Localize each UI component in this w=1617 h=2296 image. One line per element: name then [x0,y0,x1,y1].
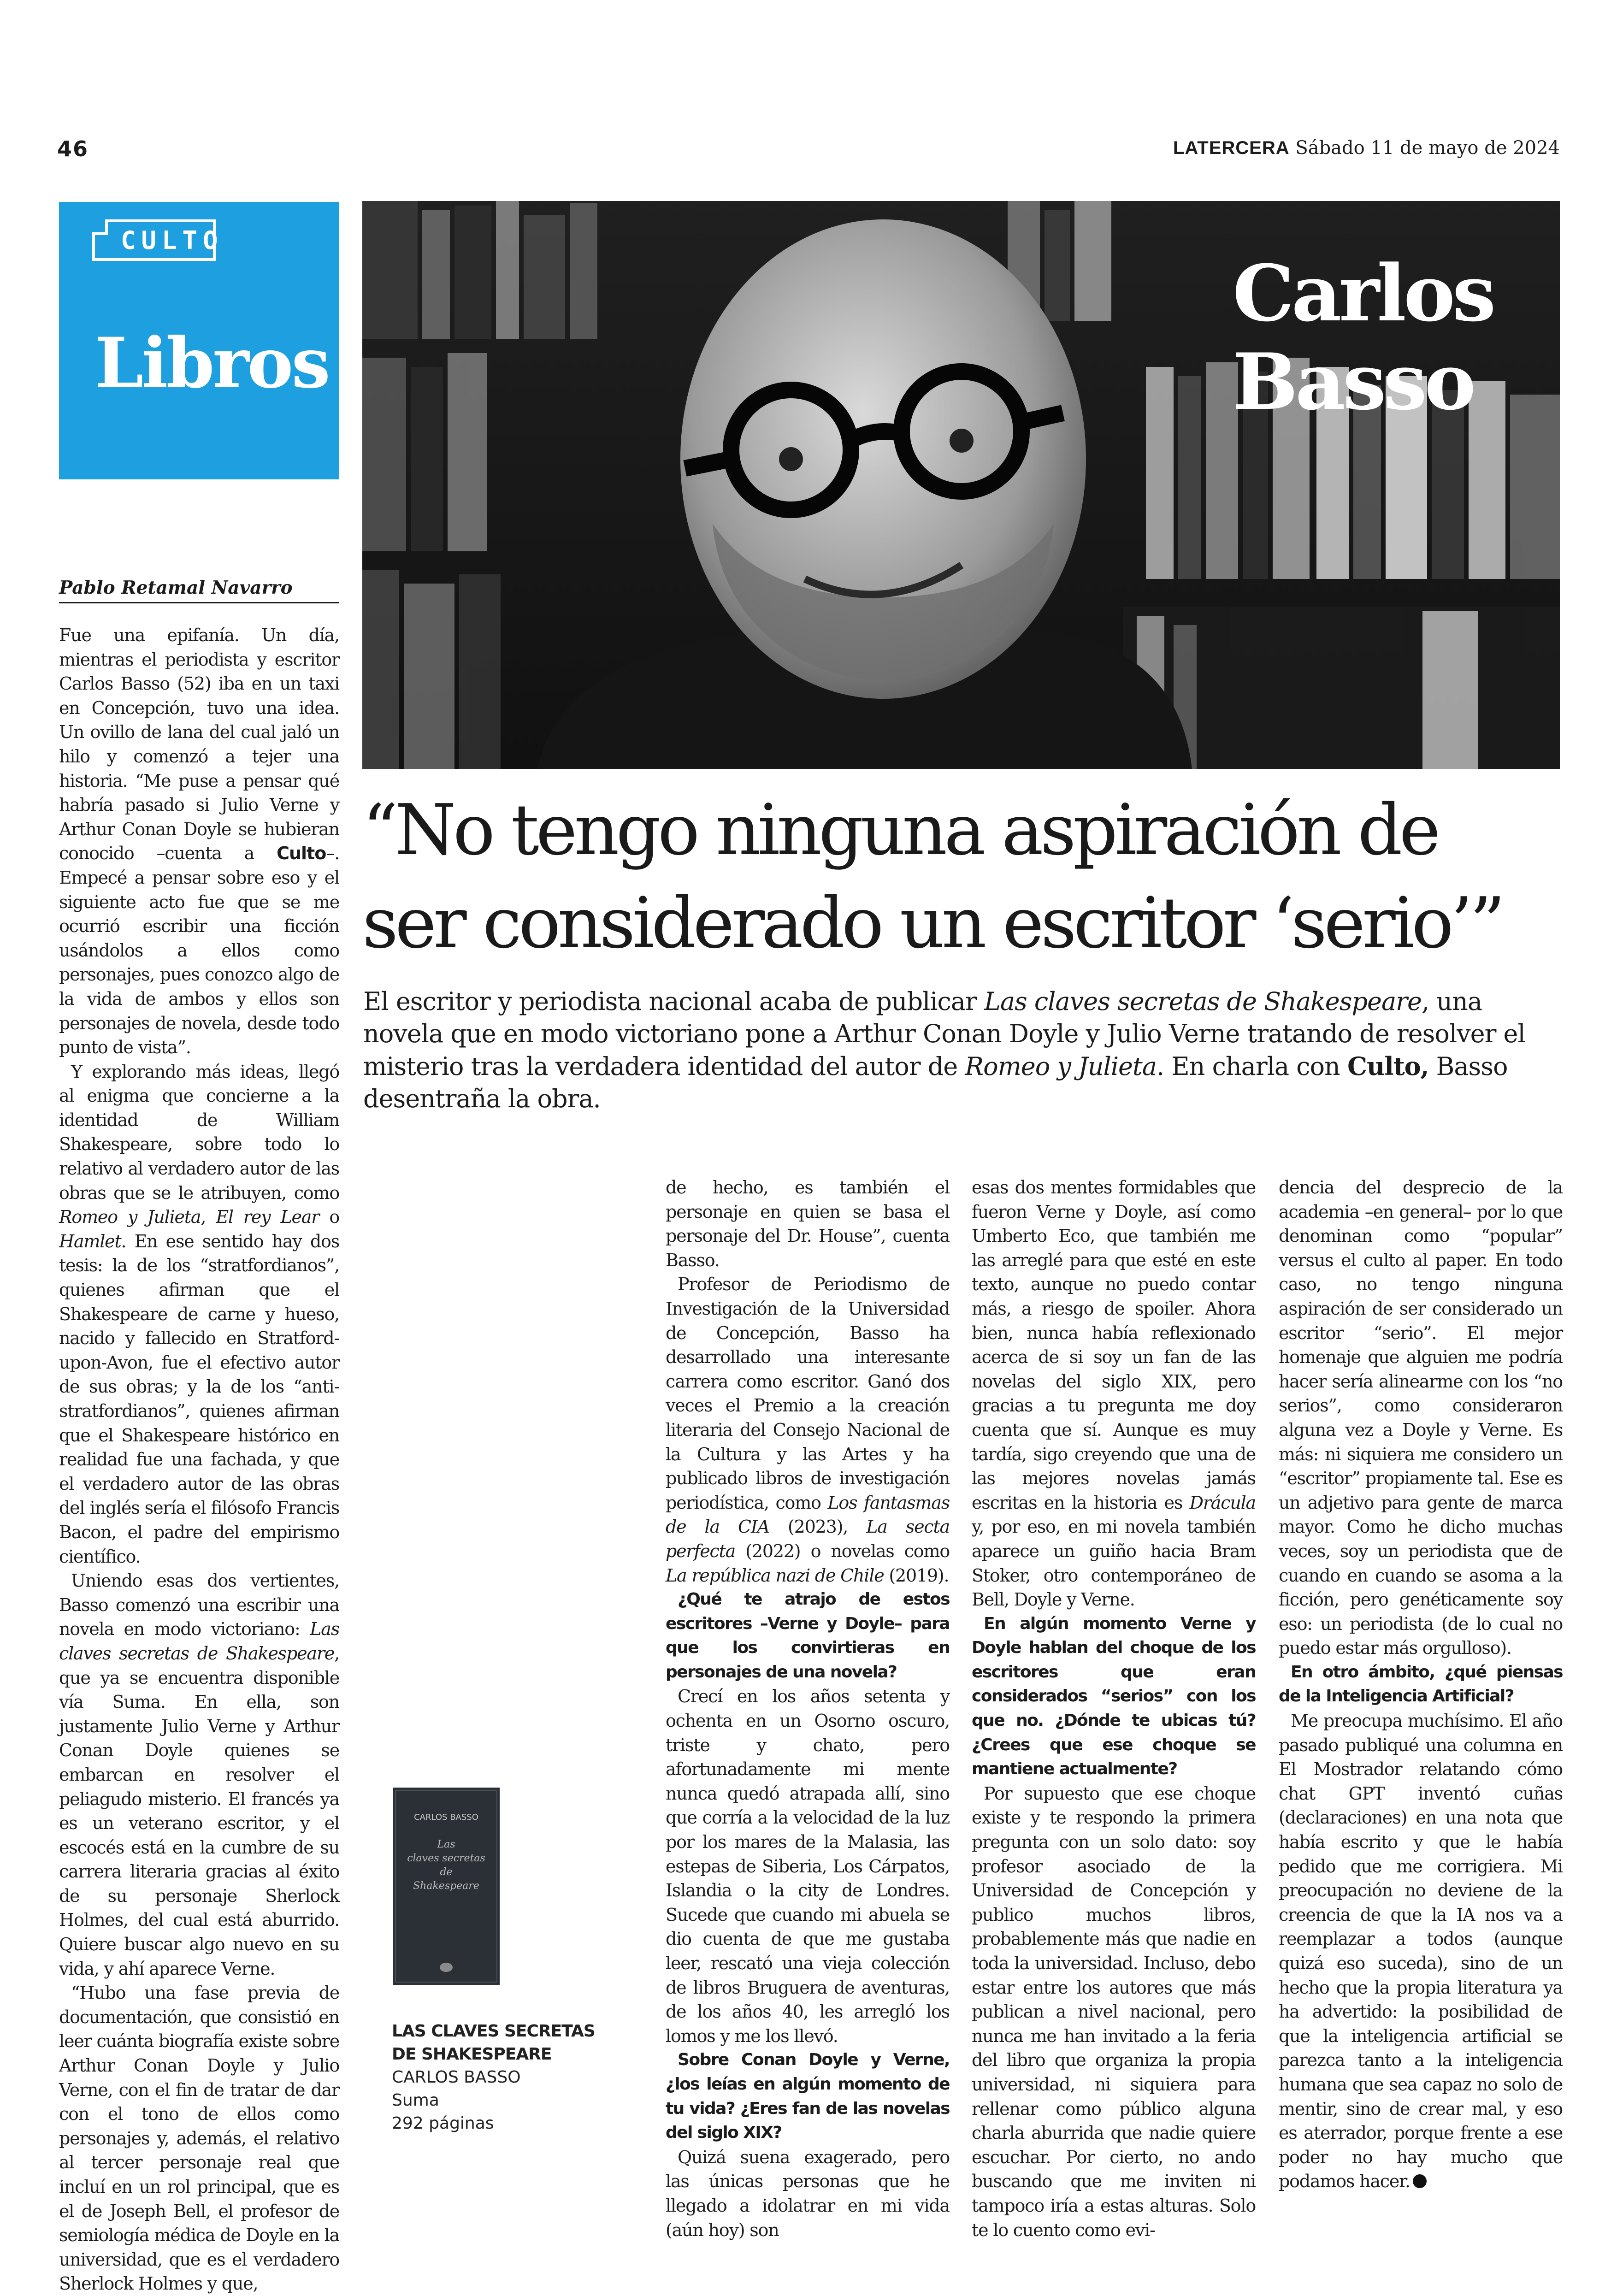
book-info [392,2020,650,2135]
article-column-4 [1279,1175,1563,2194]
culto-mention: Culto [277,843,326,864]
text-run: , [201,1207,216,1228]
headline-line-2: ser considerado un escritor ‘serio’” [362,882,1502,964]
text-run: Profesor de Periodismo de Investigación de la Universidad de Concepción, Basso ha desarrollado una interesante carrera como escritor. Ganó dos veces el Premio a la creación literaria del Consejo Nacional de la Cultura y las Artes y ha publicado libros de investigación periodística, como [666,1274,950,1513]
publication-name: LATERCERA [1173,138,1290,158]
culto-badge [92,219,224,261]
work-title: El rey Lear [216,1207,319,1228]
article-column-1 [59,623,339,2296]
article-column-3 [972,1175,1256,2242]
text-run: . En ese sentido hay dos tesis: la de los “stratfordianos”, quienes afirman que el Shakespeare de carne y hueso, nacido y fallecido en Stratford-upon-Avon, fue el efectivo autor de sus obras; y la de los “anti-stratfordianos”, quienes afirman que el Shakespeare histórico en realidad fue una fachada, y que el verdadero autor de las obras del inglés sería el filósofo Francis Bacon, el padre del empirismo científico. [59,1231,339,1567]
paragraph: de hecho, es también el personaje en quien se basa el personaje del Dr. House”, cuenta Basso. [666,1177,950,1270]
paragraph: “Hubo una fase previa de documentación, que consistió en leer cuánta biografía existe sobre Arthur Conan Doyle y Julio Verne, con el fin de tratar de dar con el tono de ellos como personajes y, además, el relativo al tercer personaje real que incluí en un rol principal, que es el de Joseph Bell, el profesor de semiología médica de Doyle en la universidad, que es el verdadero Sherlock Holmes y que, [59,1983,339,2294]
paragraph [59,623,339,1060]
culto-label: CULTO [121,226,224,255]
text-run: Fue una epifanía. Un día, mientras el periodista y escritor Carlos Basso (52) iba en un taxi en Concepción, tuvo una idea. Un ovillo de lana del cual jaló un hilo y comenzó a tejer una historia. “Me puse a pensar qué habría pasado si Julio Verne y Arthur Conan Doyle se hubieran conocido –cuenta a [59,625,339,864]
subject-first-name: Carlos [1233,248,1493,339]
deck-part-2: , una novela que en modo victoriano pone a Arthur Conan Doyle y Julio Verne tratando de resolver el misterio tras la verdadera identidad del autor de [363,987,1525,1081]
text-run: –. Empecé a pensar sobre eso y el siguiente acto fue que se me ocurrió escribir una ficción usándolos a ellos como personajes, pues conozco algo de la vida de ambos y ellos son personajes de novela, desde todo punto de vista”. [59,843,339,1058]
photo-subject-name [1233,249,1493,426]
work-title: La secta perfecta [666,1517,950,1561]
deck-part-3: . En charla con [1156,1052,1347,1081]
deck [363,986,1562,1115]
deck-part-1: El escritor y periodista nacional acaba de publicar [363,987,984,1016]
text-run: Me preocupa muchísimo. El año pasado publiqué una columna en El Mostrador relatando cómo chat GPT inventó cuñas (declaraciones) en una nota que había escrito y que le había pedido que me corrigiera. Mi preocupación no deviene de la creencia de que la IA nos va a reemplazar a todos (aunque quizá eso suceda), sino de un hecho que la propia literatura ya ha advertido: la posibilidad de que la inteligencia artificial se parezca tanto a la inteligencia humana que sea capaz no solo de mentir, sino de crear mal, y eso es aterrador, porque frente a ese poder no hay mucho que podamos hacer. [1279,1711,1563,2192]
deck-play-title: Romeo y Julieta [965,1052,1157,1081]
interview-answer: dencia del desprecio de la academia –en general– por lo que denominan como “popular” versus el culto al paper. En todo caso, no tengo ninguna aspiración de ser considerado un escritor “serio”. El mejor homenaje que alguien me podría hacer sería alinearme con los “no serios”, como consideraron alguna vez a Doyle y Verne. Es más: ni siquiera me considero un “escritor” propiamente tal. Ese es un adjetivo para gente de marca mayor. Como he dicho muchas veces, soy un periodista que de cuando en cuando se asoma a la ficción, pero genéticamente soy eso: un periodista (de lo cual no puedo estar más orgulloso). [1279,1177,1563,1659]
work-title: Hamlet [59,1231,121,1251]
paragraph [59,1060,339,1569]
headline-line-1: “No tengo ninguna aspiración de [362,789,1438,871]
book-pages: 292 páginas [392,2114,494,2133]
interview-question: Sobre Conan Doyle y Verne, ¿los leías en algún momento de tu vida? ¿Eres fan de las novelas del siglo XIX? [666,2050,950,2143]
publisher-logo-icon [440,1963,453,1972]
subject-last-name: Basso [1233,336,1474,427]
book-cover [393,1788,500,1985]
text-run: y, por eso, en mi novela también aparece un guiño hacia Bram Stoker, otro contemporáneo de Bell, Doyle y Verne. [972,1517,1256,1610]
interview-answer [972,1175,1256,1612]
text-run: , que ya se encuentra disponible vía Suma. En ella, son justamente Julio Verne y Arthur Conan Doyle quienes se embarcan en resolver el peliagudo misterio. El francés ya es un veterano escritor, y el escocés está en la cumbre de su carrera literaria gracias al éxito de su personaje Sherlock Holmes, del cual está aburrido. Quiere buscar algo nuevo en su vida, y ahí aparece Verne. [59,1643,339,1979]
interview-answer [1279,1709,1563,2194]
book-author: CARLOS BASSO [392,2068,521,2087]
cover-title-2: claves secretas [407,1853,485,1864]
interview-question: En algún momento Verne y Doyle hablan del choque de los escritores que eran considerados “serios” con los que no. ¿Dónde te ubicas tú? ¿Crees que ese choque se mantiene actualmente? [972,1614,1256,1779]
work-title: Las claves secretas de Shakespeare [59,1619,339,1664]
work-title: Los fantasmas de la CIA [666,1492,950,1537]
text-run: esas dos mentes formidables que fueron Verne y Doyle, así como Umberto Eco, que también me las arreglé para que esté en este texto, aunque no puedo contar más, a riesgo de spoiler. Ahora bien, nunca había reflexionado acerca de si soy un fan de las novelas del siglo XIX, pero gracias a tu pregunta me doy cuenta que sí. Aunque es muy tardía, sigo creyendo que una de las mejores novelas jamás escritas en la historia es [972,1177,1256,1513]
book-cover-illustration [393,1788,500,1985]
deck-culto: Culto, [1347,1051,1429,1081]
cover-title-4: Shakespeare [413,1880,479,1892]
book-title-line-2: DE SHAKESPEARE [392,2045,552,2064]
work-title: Drácula [1189,1492,1256,1513]
interview-question: ¿Qué te atrajo de estos escritores –Verne y Doyle– para que los convirtieras en personajes de una novela? [666,1590,950,1682]
text-run: (2019). [884,1565,949,1586]
work-title: Romeo y Julieta [59,1207,201,1228]
deck-book-title: Las claves secretas de Shakespeare [984,987,1422,1016]
text-run: (2022) o novelas como [735,1541,950,1561]
book-publisher: Suma [392,2091,439,2110]
end-of-article-icon [1413,2174,1427,2188]
masthead [1173,137,1560,159]
text-run: o [319,1207,339,1228]
cover-title-3: de [440,1866,453,1878]
article-column-2 [666,1175,950,2242]
cover-title-1: Las [437,1839,455,1850]
publication-date: Sábado 11 de mayo de 2024 [1295,137,1560,159]
text-run: Y explorando más ideas, llegó al enigma que concierne a la identidad de William Shakespeare, sobre todo lo relativo al verdadero autor de las obras que se le atribuyen, como [59,1061,339,1203]
book-title-line-1: LAS CLAVES SECRETAS [392,2022,595,2041]
byline: Pablo Retamal Navarro [59,577,339,603]
interview-answer: Quizá suena exagerado, pero las únicas personas que he llegado a idolatrar en mi vida (aún hoy) son [666,2147,950,2240]
section-title: Libros [95,323,329,404]
paragraph [59,1569,339,1981]
deck-part-4: Basso desentraña la obra. [363,1052,1508,1113]
text-run: (2023), [769,1517,867,1537]
badge-notch [92,219,108,235]
page-number: 46 [57,136,89,161]
section-box [59,202,339,479]
text-run: Uniendo esas dos vertientes, Basso comenzó una escribir una novela en modo victoriano: [59,1570,339,1640]
headline [362,784,1570,970]
cover-author: CARLOS BASSO [414,1812,478,1822]
work-title: La república nazi de Chile [666,1565,884,1586]
interview-answer: Crecí en los años setenta y ochenta en un Osorno oscuro, triste y chato, pero afortunadamente mi mente nunca quedó atrapada allí, sino que corría a la velocidad de la luz por los mares de la Malasia, las estepas de Siberia, Los Cárpatos, Islandia o la city de Londres. Sucede que cuando mi abuela se dio cuenta de que me gustaba leer, rescató una vieja colección de libros Bruguera de aventuras, de los años 40, les arregló los lomos y me los llevó. [666,1686,950,2046]
interview-answer: Por supuesto que ese choque existe y te respondo la primera pregunta con un solo dato: soy profesor asociado de la Universidad de Concepción y publico muchos libros, probablemente más que nadie en toda la universidad. Incluso, debo estar entre los autores que más publican a nivel nacional, pero nunca me han invitado a la feria del libro que organiza la propia universidad, ni siquiera para rellenar como público alguna charla aburrida que nadie quiere escuchar. Por cierto, no ando buscando que me inviten ni tampoco iría a estas alturas. Solo te lo cuento como evi- [972,1783,1256,2240]
paragraph [666,1272,950,1588]
interview-question: En otro ámbito, ¿qué piensas de la Inteligencia Artificial? [1279,1662,1563,1706]
